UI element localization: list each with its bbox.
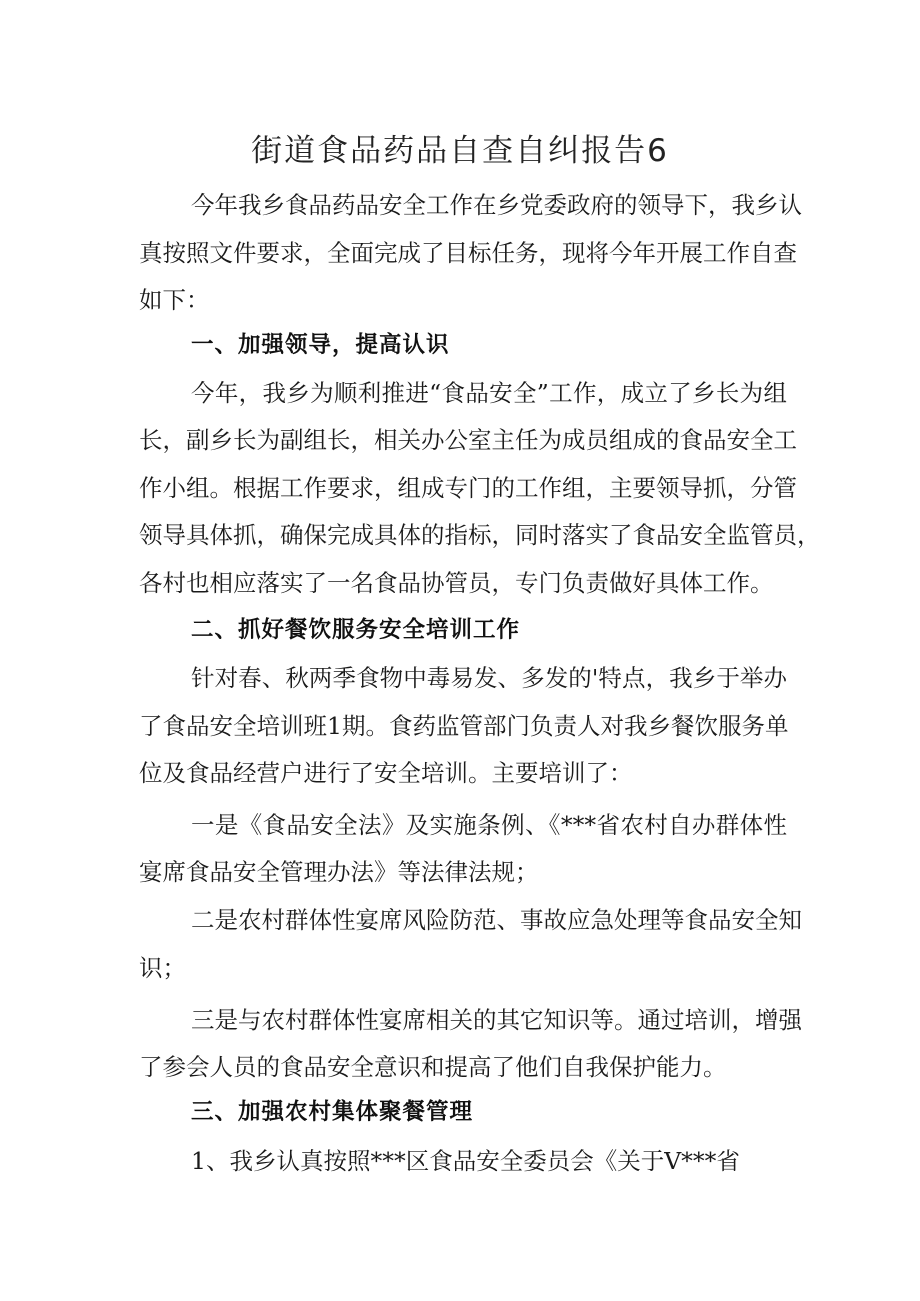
section1-line-1: 今年，我乡为顺利推进“食品安全”工作，成立了乡长为组 bbox=[191, 379, 787, 407]
section2-p1-line-3: 位及食品经营户进行了安全培训。主要培训了： bbox=[139, 759, 633, 787]
section1-heading: 一、加强领导，提高认识 bbox=[191, 332, 450, 358]
section2-p4-line-1: 三是与农村群体性宴席相关的其它知识等。通过培训，增强 bbox=[191, 1006, 802, 1034]
section3-heading: 三、加强农村集体聚餐管理 bbox=[191, 1099, 474, 1125]
section1-line-2: 长，副乡长为副组长，相关办公室主任为成员组成的食品安全工 bbox=[139, 426, 797, 454]
section2-p1-line-1: 针对春、秋两季食物中毒易发、多发的'特点，我乡于举办 bbox=[191, 664, 787, 692]
section2-p2-line-1: 一是《食品安全法》及实施条例、《***省农村自办群体性 bbox=[191, 811, 787, 839]
section2-p4-line-2: 了参会人员的食品安全意识和提高了他们自我保护能力。 bbox=[139, 1053, 727, 1081]
intro-line-1: 今年我乡食品药品安全工作在乡党委政府的领导下，我乡认 bbox=[191, 191, 802, 219]
section2-heading: 二、抓好餐饮服务安全培训工作 bbox=[191, 617, 521, 643]
section2-p1-line-2: 了食品安全培训班1期。食药监管部门负责人对我乡餐饮服务单 bbox=[139, 712, 789, 740]
document-title: 街道食品药品自查自纠报告6 bbox=[251, 133, 669, 169]
intro-line-2: 真按照文件要求，全面完成了目标任务，现将今年开展工作自查 bbox=[139, 239, 797, 267]
section2-p3-line-2: 识； bbox=[139, 954, 186, 982]
section1-line-4: 领导具体抓，确保完成具体的指标，同时落实了食品安全监管员， bbox=[139, 521, 821, 549]
section1-line-5: 各村也相应落实了一名食品协管员，专门负责做好具体工作。 bbox=[139, 569, 774, 597]
intro-line-3: 如下： bbox=[139, 286, 210, 314]
section2-p2-line-2: 宴席食品安全管理办法》等法律法规； bbox=[139, 858, 539, 886]
section2-p3-line-1: 二是农村群体性宴席风险防范、事故应急处理等食品安全知 bbox=[191, 906, 802, 934]
section3-p1-line-1: 1、我乡认真按照***区食品安全委员会《关于V***省 bbox=[191, 1147, 740, 1175]
section1-line-3: 作小组。根据工作要求，组成专门的工作组，主要领导抓，分管 bbox=[139, 474, 797, 502]
